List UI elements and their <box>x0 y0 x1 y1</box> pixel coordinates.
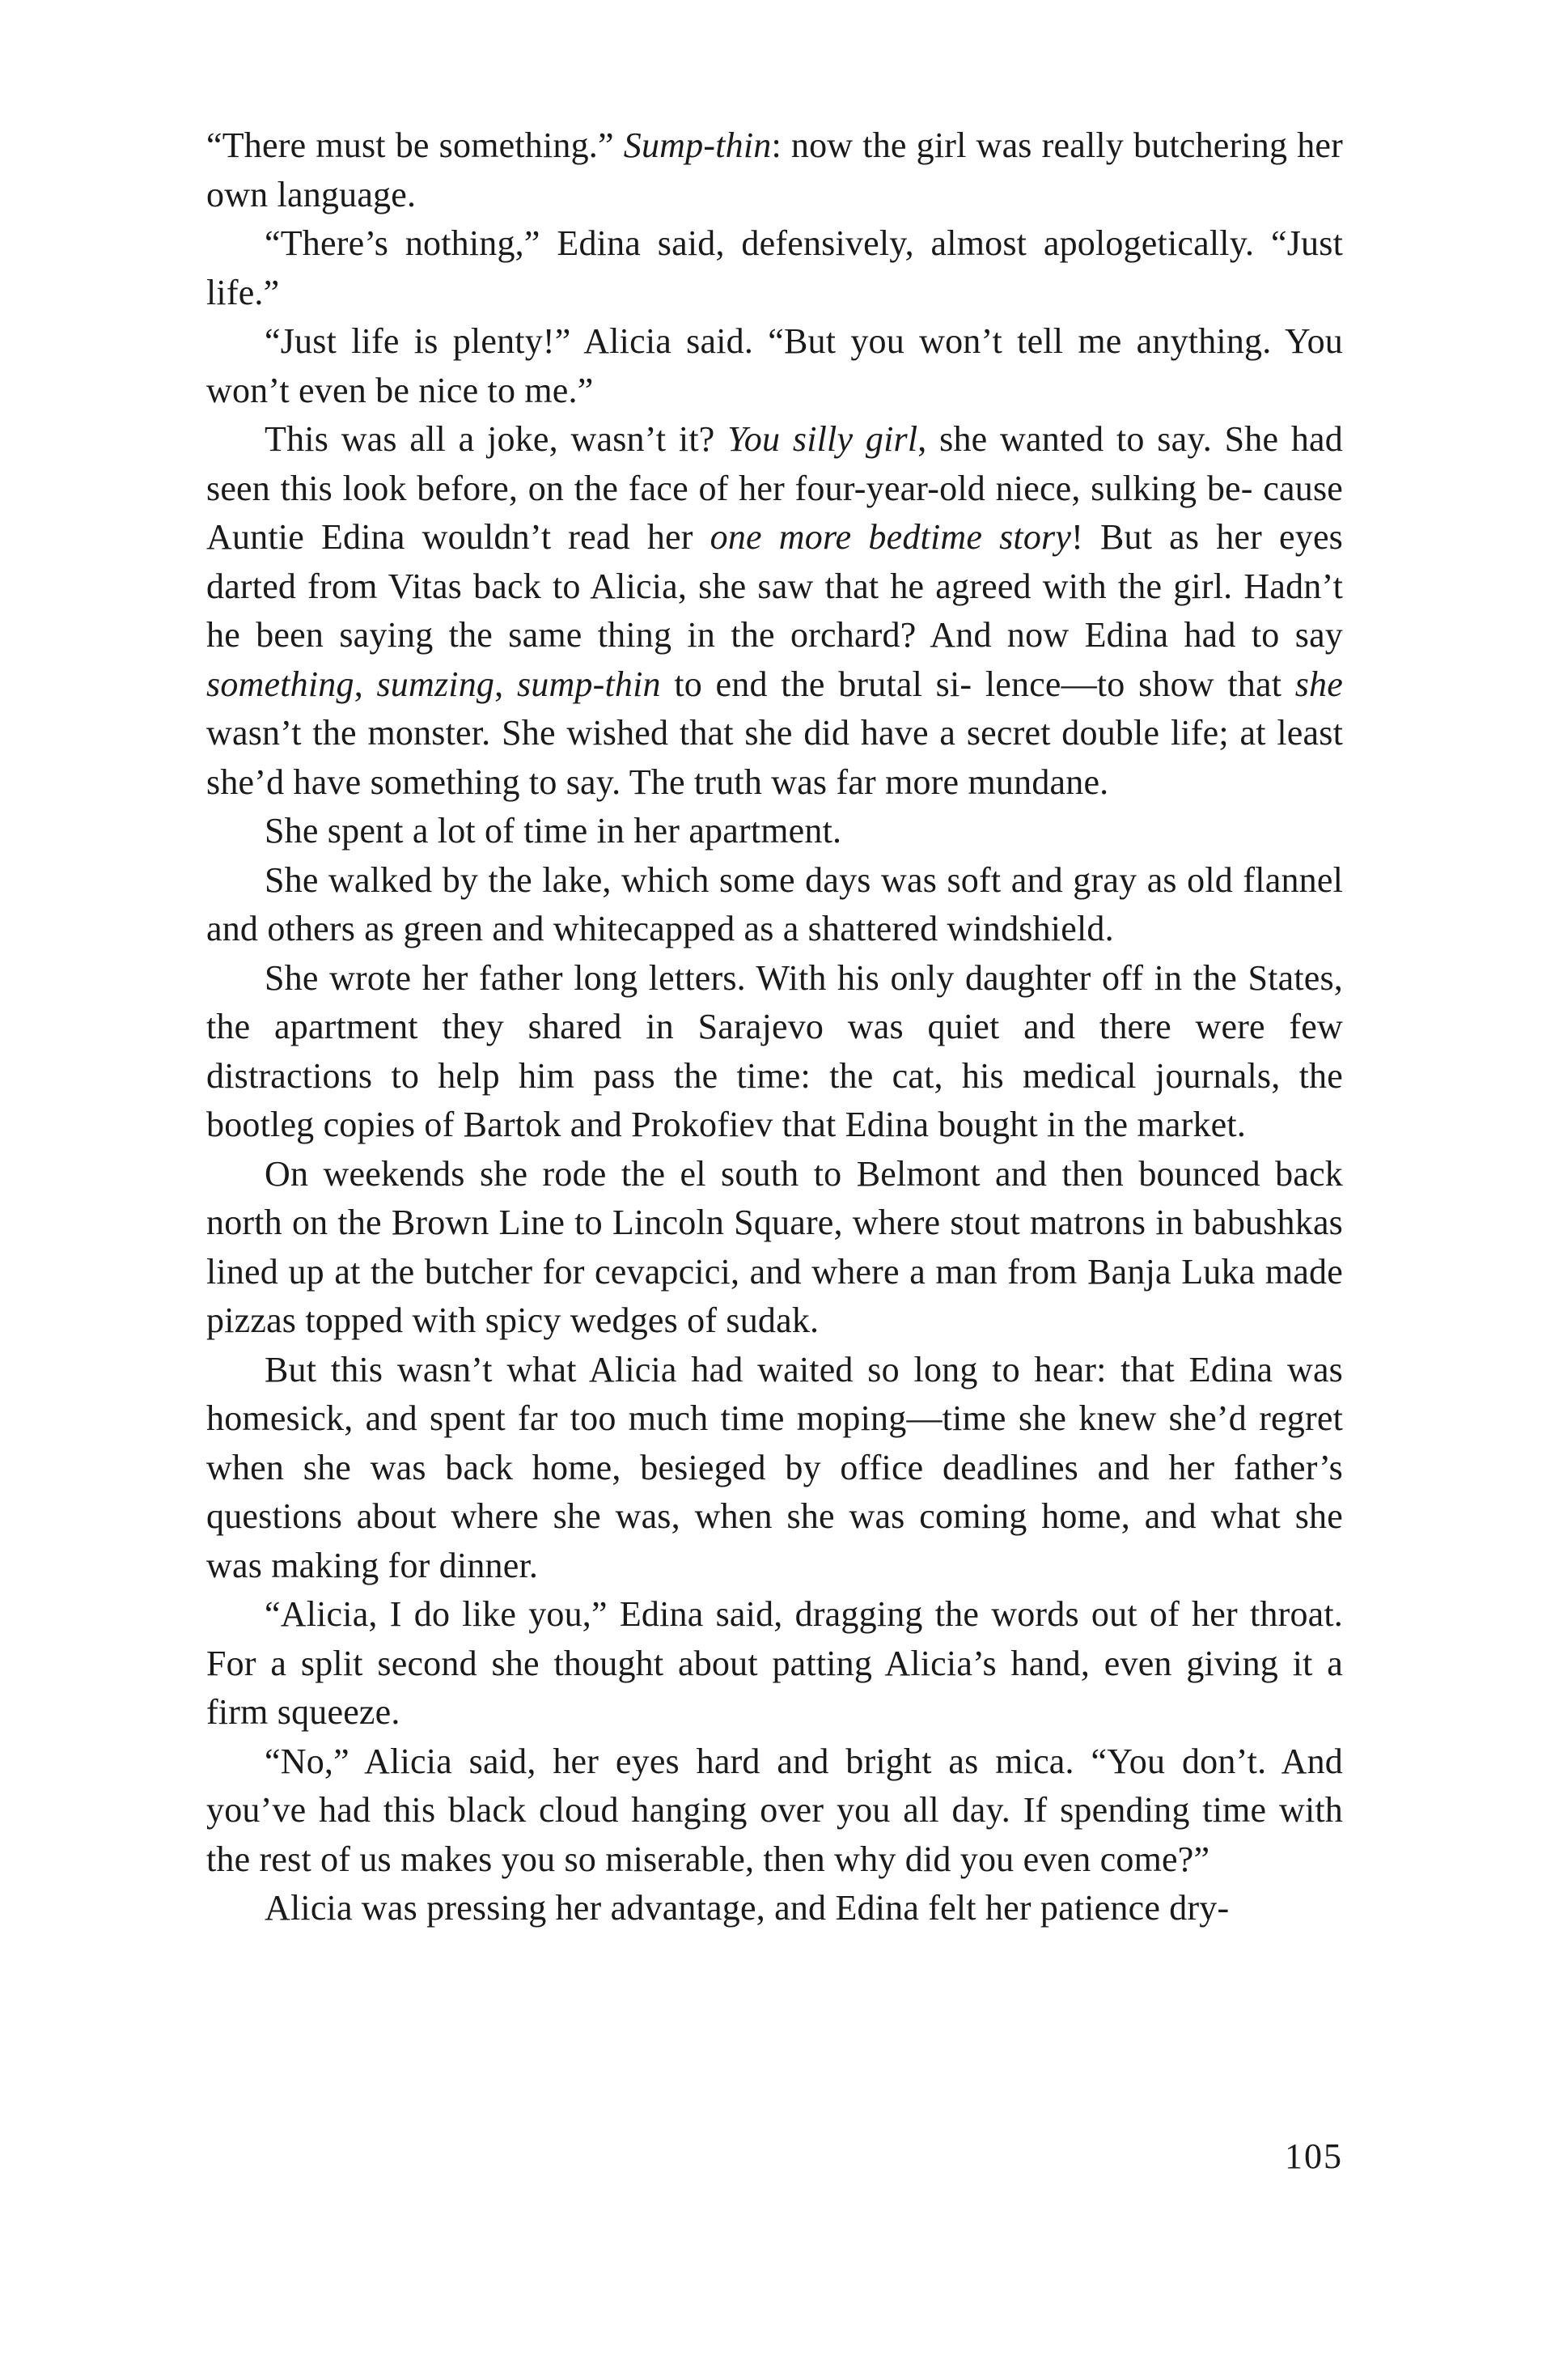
paragraph: “No,” Alicia said, her eyes hard and bright as mica. “You don’t. And you’ve had this black cloud hanging over you all day. If spending time with the rest of us makes you so miserable, then why did you even come?” <box>206 1741 1343 1879</box>
paragraph: “Alicia, I do like you,” Edina said, dragging the words out of her throat. For a split second she thought about patting Alicia’s hand, even giving it a firm squeeze. <box>206 1594 1343 1732</box>
paragraph: She wrote her father long letters. With his only daughter off in the States, the apartment they shared in Sarajevo was quiet and there were few distractions to help him pass the time: the cat, his medical journals, the bootleg copies of Bartok and Prokofiev that Edina bought in the market. <box>206 957 1343 1144</box>
page-body <box>206 121 1343 1933</box>
paragraph: Alicia was pressing her advantage, and Edina felt her patience dry- <box>265 1888 1230 1928</box>
paragraph: “There must be something.” Sump-thin: now the girl was really butchering her own language. <box>206 125 1343 214</box>
paragraph: This was all a joke, wasn’t it? You silly girl, she wanted to say. She had seen this look before, on the face of her four-year-old niece, sulking be- cause Auntie Edina wouldn’t read her one more bedtime story! But as her eyes darted from Vitas back to Alicia, she saw that he agreed with the girl. Hadn’t he been saying the same thing in the orchard? And now Edina had to say something, sumzing, sump-thin to end the brutal si- lence—to show that she wasn’t the monster. She wished that she did have a secret double life; at least she’d have something to say. The truth was far more mundane. <box>206 419 1343 802</box>
paragraph: “Just life is plenty!” Alicia said. “But you won’t tell me anything. You won’t even be nice to me.” <box>206 321 1343 410</box>
page-number: 105 <box>1285 2136 1343 2176</box>
paragraph: She walked by the lake, which some days was soft and gray as old flannel and others as green and whitecapped as a shattered windshield. <box>206 859 1343 948</box>
paragraph: “There’s nothing,” Edina said, defensively, almost apologetically. “Just life.” <box>206 223 1343 312</box>
paragraph: But this wasn’t what Alicia had waited so long to hear: that Edina was homesick, and spent far too much time moping—time she knew she’d regret when she was back home, besieged by office deadlines and her father’s questions about where she was, when she was coming home, and what she was making for dinner. <box>206 1349 1343 1585</box>
paragraph: She spent a lot of time in her apartment. <box>265 811 842 851</box>
paragraph: On weekends she rode the el south to Belmont and then bounced back north on the Brown Line to Lincoln Square, where stout matrons in babushkas lined up at the butcher for cevapcici, and where a man from Banja Luka made pizzas topped with spicy wedges of sudak. <box>206 1153 1343 1340</box>
